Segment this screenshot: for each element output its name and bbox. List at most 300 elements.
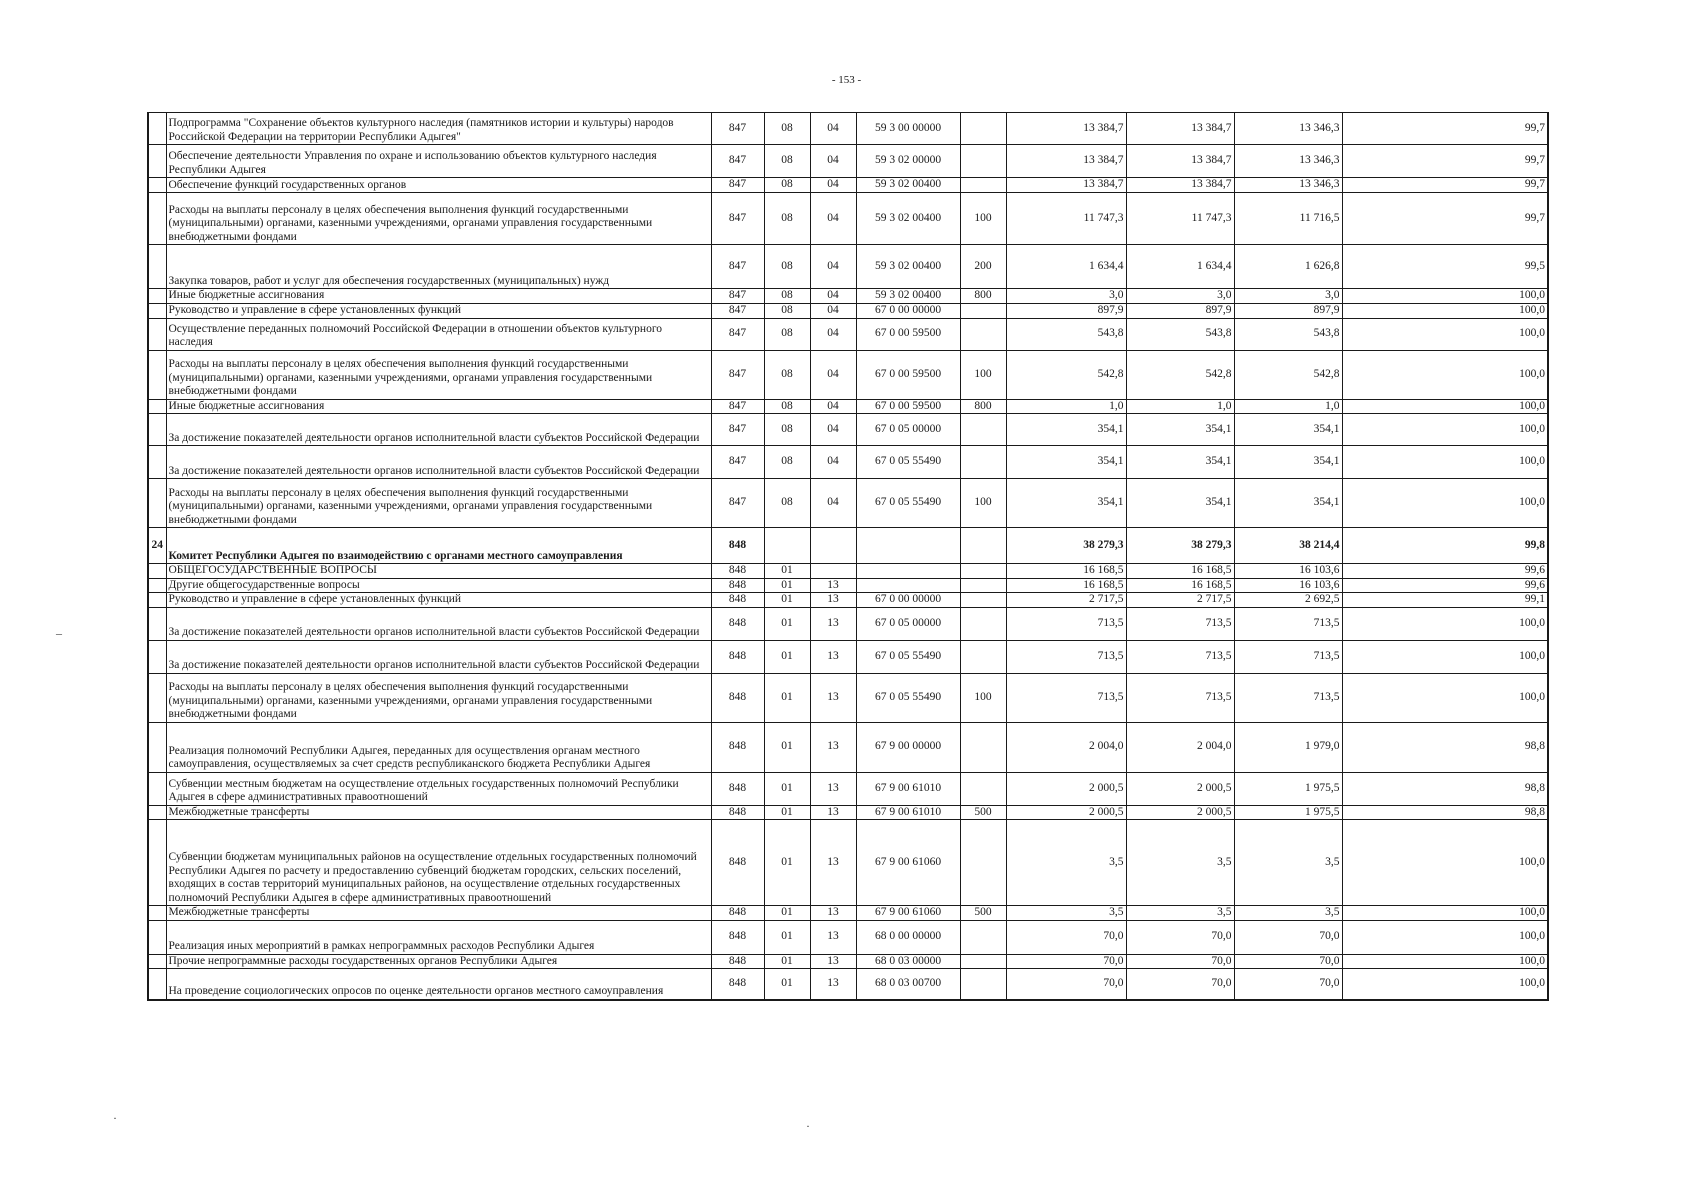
execution-percent: 100,0: [1342, 640, 1548, 673]
expense-type-code: 100: [960, 350, 1006, 399]
row-description: Другие общегосударственные вопросы: [166, 578, 711, 593]
execution-percent: 100,0: [1342, 673, 1548, 722]
executed-amount: 354,1: [1234, 446, 1342, 479]
subsection-code: 04: [810, 178, 856, 193]
expense-type-code: 100: [960, 673, 1006, 722]
planned-amount: 3,0: [1006, 289, 1126, 304]
subsection-code: 04: [810, 414, 856, 446]
ministry-code: 847: [711, 193, 764, 245]
row-description: Иные бюджетные ассигнования: [166, 289, 711, 304]
planned-amount: 13 384,7: [1006, 113, 1126, 145]
executed-amount: 1 626,8: [1234, 245, 1342, 289]
subsection-code: [810, 528, 856, 564]
section-code: 01: [764, 820, 810, 906]
subsection-code: 04: [810, 350, 856, 399]
row-number: [148, 954, 166, 969]
execution-percent: 99,7: [1342, 193, 1548, 245]
adjusted-amount: 3,0: [1126, 289, 1234, 304]
executed-amount: 713,5: [1234, 640, 1342, 673]
executed-amount: 3,5: [1234, 820, 1342, 906]
ministry-code: 848: [711, 607, 764, 640]
table-row: [148, 954, 1548, 969]
row-number: [148, 145, 166, 178]
adjusted-amount: 3,5: [1126, 820, 1234, 906]
margin-mark: ·: [806, 1119, 810, 1133]
ministry-code: 847: [711, 178, 764, 193]
adjusted-amount: 13 384,7: [1126, 113, 1234, 145]
section-code: 08: [764, 479, 810, 528]
table-row: [148, 528, 1548, 564]
target-article-code: 68 0 03 00000: [856, 954, 960, 969]
executed-amount: 70,0: [1234, 969, 1342, 1000]
executed-amount: 3,5: [1234, 906, 1342, 921]
planned-amount: 713,5: [1006, 640, 1126, 673]
executed-amount: 713,5: [1234, 673, 1342, 722]
row-number: [148, 245, 166, 289]
adjusted-amount: 2 717,5: [1126, 593, 1234, 608]
table-row: [148, 399, 1548, 414]
ministry-code: 848: [711, 954, 764, 969]
ministry-code: 848: [711, 805, 764, 820]
table-row: [148, 722, 1548, 772]
execution-percent: 100,0: [1342, 920, 1548, 954]
row-number: [148, 578, 166, 593]
executed-amount: 16 103,6: [1234, 578, 1342, 593]
table-row: [148, 303, 1548, 318]
subsection-code: 04: [810, 193, 856, 245]
page-number: - 153 -: [831, 74, 862, 86]
executed-amount: 13 346,3: [1234, 178, 1342, 193]
expense-type-code: [960, 303, 1006, 318]
ministry-code: 848: [711, 528, 764, 564]
budget-table: [147, 112, 1549, 1001]
ministry-code: 848: [711, 906, 764, 921]
planned-amount: 13 384,7: [1006, 145, 1126, 178]
row-description: Обеспечение деятельности Управления по охране и использованию объектов культурного наследия Республики Адыгея: [166, 145, 711, 178]
ministry-code: 848: [711, 820, 764, 906]
section-code: 01: [764, 673, 810, 722]
row-number: [148, 399, 166, 414]
table-row: [148, 805, 1548, 820]
row-number: [148, 906, 166, 921]
planned-amount: 16 168,5: [1006, 578, 1126, 593]
table-row: [148, 820, 1548, 906]
execution-percent: 100,0: [1342, 303, 1548, 318]
planned-amount: 543,8: [1006, 318, 1126, 350]
planned-amount: 38 279,3: [1006, 528, 1126, 564]
executed-amount: 1 979,0: [1234, 722, 1342, 772]
planned-amount: 2 717,5: [1006, 593, 1126, 608]
ministry-code: 848: [711, 593, 764, 608]
row-number: [148, 722, 166, 772]
row-description: Субвенции бюджетам муниципальных районов на осуществление отдельных государственных полномочий Республики Адыгея по расчету и предоставлению субвенций бюджетам городских, сельских поселений, входящих в состав территорий муниципальных районов, на осуществление отдельных государственных полномочий Республики Адыгея в сфере административных правоотношений: [166, 820, 711, 906]
section-code: 01: [764, 607, 810, 640]
subsection-code: 13: [810, 673, 856, 722]
executed-amount: 38 214,4: [1234, 528, 1342, 564]
target-article-code: 59 3 00 00000: [856, 113, 960, 145]
planned-amount: 70,0: [1006, 920, 1126, 954]
row-description: За достижение показателей деятельности органов исполнительной власти субъектов Российской Федерации: [166, 640, 711, 673]
target-article-code: 59 3 02 00000: [856, 145, 960, 178]
executed-amount: 70,0: [1234, 920, 1342, 954]
section-code: 01: [764, 593, 810, 608]
adjusted-amount: 543,8: [1126, 318, 1234, 350]
executed-amount: 13 346,3: [1234, 113, 1342, 145]
planned-amount: 2 004,0: [1006, 722, 1126, 772]
executed-amount: 11 716,5: [1234, 193, 1342, 245]
execution-percent: 98,8: [1342, 805, 1548, 820]
subsection-code: 13: [810, 954, 856, 969]
expense-type-code: 800: [960, 289, 1006, 304]
executed-amount: 70,0: [1234, 954, 1342, 969]
target-article-code: 67 0 05 55490: [856, 640, 960, 673]
execution-percent: 100,0: [1342, 414, 1548, 446]
subsection-code: 13: [810, 722, 856, 772]
expense-type-code: 100: [960, 193, 1006, 245]
section-code: 08: [764, 414, 810, 446]
adjusted-amount: 2 000,5: [1126, 805, 1234, 820]
adjusted-amount: 354,1: [1126, 479, 1234, 528]
row-description: Расходы на выплаты персоналу в целях обеспечения выполнения функций государственными (муниципальными) органами, казенными учреждениями, органами управления государственными внебюджетными фондами: [166, 479, 711, 528]
expense-type-code: [960, 414, 1006, 446]
ministry-code: 847: [711, 289, 764, 304]
table-row: [148, 578, 1548, 593]
planned-amount: 2 000,5: [1006, 772, 1126, 805]
execution-percent: 100,0: [1342, 350, 1548, 399]
row-number: [148, 640, 166, 673]
table-row: [148, 906, 1548, 921]
target-article-code: 67 0 05 00000: [856, 607, 960, 640]
executed-amount: 16 103,6: [1234, 564, 1342, 579]
table-row: [148, 640, 1548, 673]
subsection-code: 13: [810, 578, 856, 593]
target-article-code: 59 3 02 00400: [856, 289, 960, 304]
subsection-code: 13: [810, 969, 856, 1000]
adjusted-amount: 713,5: [1126, 673, 1234, 722]
target-article-code: 67 0 00 00000: [856, 303, 960, 318]
row-number: [148, 564, 166, 579]
table-row: [148, 350, 1548, 399]
table-row: [148, 920, 1548, 954]
target-article-code: 67 9 00 61060: [856, 906, 960, 921]
margin-mark: ·: [113, 1111, 117, 1125]
execution-percent: 100,0: [1342, 399, 1548, 414]
adjusted-amount: 13 384,7: [1126, 178, 1234, 193]
adjusted-amount: 713,5: [1126, 607, 1234, 640]
section-code: 08: [764, 399, 810, 414]
execution-percent: 100,0: [1342, 318, 1548, 350]
row-description: Комитет Республики Адыгея по взаимодействию с органами местного самоуправления: [166, 528, 711, 564]
row-number: [148, 820, 166, 906]
subsection-code: 13: [810, 607, 856, 640]
row-description: Расходы на выплаты персоналу в целях обеспечения выполнения функций государственными (муниципальными) органами, казенными учреждениями, органами управления государственными внебюджетными фондами: [166, 673, 711, 722]
subsection-code: 13: [810, 805, 856, 820]
row-number: [148, 446, 166, 479]
execution-percent: 99,6: [1342, 564, 1548, 579]
row-number: [148, 318, 166, 350]
target-article-code: 67 0 05 55490: [856, 479, 960, 528]
target-article-code: 59 3 02 00400: [856, 193, 960, 245]
target-article-code: 67 0 00 00000: [856, 593, 960, 608]
planned-amount: 3,5: [1006, 820, 1126, 906]
execution-percent: 100,0: [1342, 820, 1548, 906]
row-description: Подпрограмма "Сохранение объектов культурного наследия (памятников истории и культуры) народов Российской Федерации на территории Республики Адыгея": [166, 113, 711, 145]
target-article-code: 59 3 02 00400: [856, 178, 960, 193]
table-row: [148, 673, 1548, 722]
adjusted-amount: 70,0: [1126, 920, 1234, 954]
execution-percent: 98,8: [1342, 772, 1548, 805]
table-row: [148, 564, 1548, 579]
executed-amount: 1 975,5: [1234, 772, 1342, 805]
expense-type-code: [960, 607, 1006, 640]
executed-amount: 354,1: [1234, 479, 1342, 528]
table-row: [148, 969, 1548, 1000]
section-code: 08: [764, 178, 810, 193]
planned-amount: 11 747,3: [1006, 193, 1126, 245]
adjusted-amount: 13 384,7: [1126, 145, 1234, 178]
table-row: [148, 446, 1548, 479]
ministry-code: 847: [711, 446, 764, 479]
execution-percent: 100,0: [1342, 607, 1548, 640]
ministry-code: 848: [711, 722, 764, 772]
table-row: [148, 772, 1548, 805]
row-number: [148, 303, 166, 318]
row-number: [148, 289, 166, 304]
section-code: 01: [764, 969, 810, 1000]
planned-amount: 2 000,5: [1006, 805, 1126, 820]
subsection-code: 13: [810, 593, 856, 608]
table-row: [148, 414, 1548, 446]
row-number: [148, 772, 166, 805]
table-row: [148, 178, 1548, 193]
adjusted-amount: 354,1: [1126, 414, 1234, 446]
row-description: Осуществление переданных полномочий Российской Федерации в отношении объектов культурного наследия: [166, 318, 711, 350]
planned-amount: 3,5: [1006, 906, 1126, 921]
row-number: 24: [148, 528, 166, 564]
ministry-code: 848: [711, 772, 764, 805]
subsection-code: 04: [810, 303, 856, 318]
row-description: Расходы на выплаты персоналу в целях обеспечения выполнения функций государственными (муниципальными) органами, казенными учреждениями, органами управления государственными внебюджетными фондами: [166, 193, 711, 245]
margin-mark: –: [56, 626, 62, 640]
adjusted-amount: 16 168,5: [1126, 564, 1234, 579]
expense-type-code: [960, 954, 1006, 969]
row-description: ОБЩЕГОСУДАРСТВЕННЫЕ ВОПРОСЫ: [166, 564, 711, 579]
adjusted-amount: 1 634,4: [1126, 245, 1234, 289]
execution-percent: 100,0: [1342, 954, 1548, 969]
target-article-code: 67 9 00 61060: [856, 820, 960, 906]
expense-type-code: 800: [960, 399, 1006, 414]
execution-percent: 99,8: [1342, 528, 1548, 564]
section-code: 08: [764, 193, 810, 245]
row-number: [148, 479, 166, 528]
expense-type-code: [960, 178, 1006, 193]
row-number: [148, 969, 166, 1000]
section-code: 08: [764, 318, 810, 350]
subsection-code: 13: [810, 640, 856, 673]
executed-amount: 2 692,5: [1234, 593, 1342, 608]
row-description: Иные бюджетные ассигнования: [166, 399, 711, 414]
executed-amount: 897,9: [1234, 303, 1342, 318]
adjusted-amount: 542,8: [1126, 350, 1234, 399]
target-article-code: 67 9 00 61010: [856, 805, 960, 820]
target-article-code: [856, 528, 960, 564]
row-description: Руководство и управление в сфере установленных функций: [166, 593, 711, 608]
expense-type-code: [960, 564, 1006, 579]
target-article-code: [856, 578, 960, 593]
execution-percent: 100,0: [1342, 969, 1548, 1000]
subsection-code: 13: [810, 820, 856, 906]
section-code: 08: [764, 145, 810, 178]
ministry-code: 847: [711, 303, 764, 318]
execution-percent: 100,0: [1342, 289, 1548, 304]
row-number: [148, 920, 166, 954]
expense-type-code: [960, 640, 1006, 673]
section-code: 01: [764, 954, 810, 969]
target-article-code: 67 0 00 59500: [856, 318, 960, 350]
adjusted-amount: 1,0: [1126, 399, 1234, 414]
expense-type-code: [960, 920, 1006, 954]
execution-percent: 99,6: [1342, 578, 1548, 593]
subsection-code: 04: [810, 399, 856, 414]
ministry-code: 848: [711, 673, 764, 722]
row-description: Закупка товаров, работ и услуг для обеспечения государственных (муниципальных) нужд: [166, 245, 711, 289]
subsection-code: 04: [810, 245, 856, 289]
section-code: 01: [764, 564, 810, 579]
row-description: Прочие непрограммные расходы государственных органов Республики Адыгея: [166, 954, 711, 969]
planned-amount: 713,5: [1006, 673, 1126, 722]
planned-amount: 542,8: [1006, 350, 1126, 399]
expense-type-code: 200: [960, 245, 1006, 289]
executed-amount: 1,0: [1234, 399, 1342, 414]
adjusted-amount: 3,5: [1126, 906, 1234, 921]
section-code: 08: [764, 303, 810, 318]
row-number: [148, 178, 166, 193]
planned-amount: 354,1: [1006, 414, 1126, 446]
ministry-code: 848: [711, 969, 764, 1000]
row-description: На проведение социологических опросов по оценке деятельности органов местного самоуправления: [166, 969, 711, 1000]
budget-table-container: [147, 112, 1547, 1001]
row-description: Обеспечение функций государственных органов: [166, 178, 711, 193]
adjusted-amount: 713,5: [1126, 640, 1234, 673]
table-row: [148, 145, 1548, 178]
row-number: [148, 673, 166, 722]
planned-amount: 354,1: [1006, 446, 1126, 479]
execution-percent: 99,1: [1342, 593, 1548, 608]
row-description: Межбюджетные трансферты: [166, 805, 711, 820]
row-number: [148, 805, 166, 820]
ministry-code: 847: [711, 399, 764, 414]
target-article-code: 67 0 05 00000: [856, 414, 960, 446]
expense-type-code: 500: [960, 805, 1006, 820]
expense-type-code: [960, 318, 1006, 350]
section-code: [764, 528, 810, 564]
target-article-code: 59 3 02 00400: [856, 245, 960, 289]
section-code: 08: [764, 446, 810, 479]
executed-amount: 1 975,5: [1234, 805, 1342, 820]
section-code: 01: [764, 772, 810, 805]
subsection-code: 04: [810, 113, 856, 145]
expense-type-code: [960, 446, 1006, 479]
planned-amount: 1 634,4: [1006, 245, 1126, 289]
adjusted-amount: 2 000,5: [1126, 772, 1234, 805]
row-number: [148, 414, 166, 446]
section-code: 01: [764, 906, 810, 921]
row-number: [148, 607, 166, 640]
planned-amount: 897,9: [1006, 303, 1126, 318]
section-code: 01: [764, 920, 810, 954]
budget-table-body: [148, 113, 1548, 1000]
expense-type-code: [960, 820, 1006, 906]
row-number: [148, 193, 166, 245]
ministry-code: 848: [711, 578, 764, 593]
expense-type-code: [960, 969, 1006, 1000]
planned-amount: 70,0: [1006, 954, 1126, 969]
row-description: За достижение показателей деятельности органов исполнительной власти субъектов Российской Федерации: [166, 414, 711, 446]
expense-type-code: [960, 722, 1006, 772]
row-description: Руководство и управление в сфере установленных функций: [166, 303, 711, 318]
subsection-code: [810, 564, 856, 579]
expense-type-code: 100: [960, 479, 1006, 528]
section-code: 08: [764, 350, 810, 399]
expense-type-code: [960, 528, 1006, 564]
adjusted-amount: 354,1: [1126, 446, 1234, 479]
row-number: [148, 593, 166, 608]
ministry-code: 848: [711, 920, 764, 954]
ministry-code: 848: [711, 640, 764, 673]
target-article-code: 67 9 00 61010: [856, 772, 960, 805]
expense-type-code: [960, 113, 1006, 145]
expense-type-code: 500: [960, 906, 1006, 921]
row-description: Расходы на выплаты персоналу в целях обеспечения выполнения функций государственными (муниципальными) органами, казенными учреждениями, органами управления государственными внебюджетными фондами: [166, 350, 711, 399]
table-row: [148, 193, 1548, 245]
section-code: 08: [764, 289, 810, 304]
planned-amount: 713,5: [1006, 607, 1126, 640]
section-code: 08: [764, 113, 810, 145]
expense-type-code: [960, 578, 1006, 593]
table-row: [148, 479, 1548, 528]
ministry-code: 847: [711, 479, 764, 528]
execution-percent: 99,5: [1342, 245, 1548, 289]
executed-amount: 543,8: [1234, 318, 1342, 350]
execution-percent: 100,0: [1342, 906, 1548, 921]
row-description: Межбюджетные трансферты: [166, 906, 711, 921]
table-row: [148, 245, 1548, 289]
execution-percent: 99,7: [1342, 145, 1548, 178]
planned-amount: 70,0: [1006, 969, 1126, 1000]
row-number: [148, 350, 166, 399]
planned-amount: 354,1: [1006, 479, 1126, 528]
ministry-code: 847: [711, 113, 764, 145]
expense-type-code: [960, 145, 1006, 178]
subsection-code: 13: [810, 906, 856, 921]
table-row: [148, 318, 1548, 350]
target-article-code: 67 0 00 59500: [856, 350, 960, 399]
ministry-code: 847: [711, 145, 764, 178]
executed-amount: 713,5: [1234, 607, 1342, 640]
row-number: [148, 113, 166, 145]
target-article-code: 67 0 05 55490: [856, 673, 960, 722]
ministry-code: 848: [711, 564, 764, 579]
table-row: [148, 607, 1548, 640]
execution-percent: 98,8: [1342, 722, 1548, 772]
subsection-code: 04: [810, 289, 856, 304]
section-code: 01: [764, 640, 810, 673]
target-article-code: 67 0 00 59500: [856, 399, 960, 414]
execution-percent: 100,0: [1342, 479, 1548, 528]
target-article-code: [856, 564, 960, 579]
row-description: За достижение показателей деятельности органов исполнительной власти субъектов Российской Федерации: [166, 607, 711, 640]
subsection-code: 04: [810, 145, 856, 178]
